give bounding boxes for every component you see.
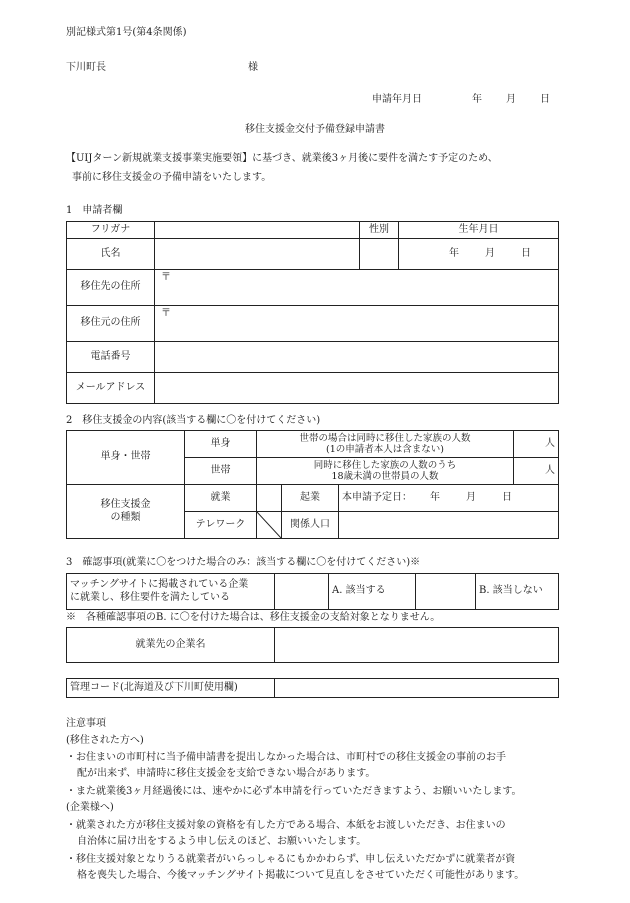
household-persons-field[interactable]: 人	[514, 458, 559, 485]
company-name-field[interactable]	[275, 628, 559, 663]
ineligibility-warning: ※ 各種確認事項のB. に〇を付けた場合は、移住支援金の支給対象となりません。	[66, 612, 441, 623]
question-line-1: マッチングサイトに掲載されている企業	[70, 579, 249, 590]
planned-month-label: 月	[466, 491, 476, 503]
notes-for-companies: (企業様へ)	[66, 802, 114, 813]
single-option[interactable]: 単身	[185, 431, 257, 458]
furigana-field[interactable]	[155, 222, 360, 239]
section3-heading: 3 確認事項(就業に〇をつけた場合のみ：該当する欄に〇を付けてください)※	[66, 557, 421, 568]
gender-field[interactable]	[360, 239, 399, 270]
subsidy-type-label	[67, 485, 185, 539]
intro-line-1: 【UIJターン新規就業支援事業実施要領】に基づき、就業後3ヶ月後に要件を満たす予定のため、	[66, 153, 498, 164]
phone-field[interactable]	[155, 342, 559, 373]
application-date-label: 申請年月日	[372, 94, 422, 105]
recipient-honorific: 様	[248, 62, 258, 73]
form-reference: 別記様式第1号(第4条関係)	[66, 27, 187, 38]
telework-option[interactable]: テレワーク	[185, 512, 257, 539]
planned-year-label: 年	[430, 491, 440, 503]
startup-option[interactable]: 起業	[282, 485, 339, 512]
postal-mark: 〒	[161, 308, 171, 319]
company-name-label: 就業先の企業名	[67, 628, 275, 663]
household-desc-line-2: 18歳未満の世帯員の人数	[331, 471, 439, 482]
section1-heading: 1 申請者欄	[66, 205, 123, 216]
name-field[interactable]	[155, 239, 360, 270]
gender-label: 性別	[360, 222, 399, 239]
name-label: 氏名	[67, 239, 155, 270]
option-a-mark-field[interactable]	[275, 574, 329, 610]
planned-date-label: 本申請予定日：	[342, 491, 412, 503]
household-option[interactable]: 世帯	[185, 458, 257, 485]
related-population-option[interactable]: 関係人口	[282, 512, 339, 539]
household-description	[257, 458, 514, 485]
single-persons-field[interactable]: 人	[514, 431, 559, 458]
migrant-note-2	[66, 784, 573, 800]
option-b-mark-field[interactable]	[416, 574, 476, 610]
company-note-2-line-1: ・移住支援対象となりうる就業者がいらっしゃるにもかかわらず、申し伝えいただかずに就業者が資	[66, 854, 516, 865]
subsidy-type-line-1: 移住支援金	[100, 499, 151, 510]
phone-label: 電話番号	[67, 342, 155, 373]
admin-code-label: 管理コード(北海道及び下川町使用欄)	[67, 679, 275, 698]
subsidy-content-table	[66, 430, 559, 539]
birthdate-field[interactable]	[399, 239, 559, 270]
employment-mark-field[interactable]	[257, 485, 282, 512]
single-household-label: 単身・世帯	[67, 431, 185, 485]
email-label: メールアドレス	[67, 373, 155, 404]
planned-date-field[interactable]	[339, 485, 559, 512]
diagonal-line	[257, 512, 281, 538]
single-desc-line-1: 世帯の場合は同時に移住した家族の人数	[299, 432, 471, 444]
admin-code-field[interactable]	[275, 679, 559, 698]
company-note-1-line-1: ・就業された方が移住支援対象の資格を有した方である場合、本紙をお渡しいただき、お住まいの	[66, 820, 506, 831]
confirmation-table	[66, 573, 559, 610]
notes-heading: 注意事項	[66, 718, 106, 729]
option-b-label: B. 該当しない	[476, 574, 559, 610]
single-description	[257, 431, 514, 458]
employment-option[interactable]: 就業	[185, 485, 257, 512]
new-address-field[interactable]	[155, 270, 559, 306]
section2-heading: 2 移住支援金の内容(該当する欄に〇を付けてください)	[66, 415, 321, 426]
question-line-2: に就業し、移住要件を満たしている	[70, 591, 230, 603]
recipient-name: 下川町長	[66, 62, 106, 73]
subsidy-type-line-2: の種類	[110, 511, 141, 523]
furigana-label: フリガナ	[67, 222, 155, 239]
planned-day-label: 日	[502, 491, 512, 503]
old-address-field[interactable]	[155, 306, 559, 342]
related-population-field[interactable]	[339, 512, 559, 539]
company-note-1-line-2: 自治体に届け出をするよう申し伝えのほど、お願いいたします。	[77, 835, 367, 847]
migrant-note-1-line-1: ・お住まいの市町村に当予備申請書を提出しなかった場合は、市町村での移住支援金の事前のお手	[66, 752, 506, 763]
single-desc-line-2: (1の申請者本人は含まない)	[326, 444, 444, 455]
birthdate-label: 生年月日	[399, 222, 559, 239]
birth-day-label: 日	[521, 247, 531, 259]
telework-disabled-cell	[257, 512, 282, 539]
birth-year-label: 年	[449, 247, 459, 259]
email-field[interactable]	[155, 373, 559, 404]
company-note-2	[66, 852, 573, 883]
migrant-note-1	[66, 750, 573, 781]
company-note-2-line-2: 格を喪失した場合、今後マッチングサイト掲載について見直しをさせていただく可能性があります。	[77, 869, 525, 881]
company-note-1	[66, 818, 573, 849]
matching-site-question	[67, 574, 275, 610]
application-date-year: 年	[472, 94, 482, 105]
applicant-table	[66, 221, 559, 404]
intro-line-2: 事前に移住支援金の予備申請をいたします。	[72, 172, 272, 183]
migrant-note-2-line-1: ・また就業後3ヶ月経過後には、速やかに必ず本申請を行っていただきますよう、お願いいたします。	[66, 786, 522, 797]
migrant-note-1-line-2: 配が出来ず、申請時に移住支援金を支給できない場合があります。	[77, 767, 376, 779]
new-address-label: 移住先の住所	[67, 270, 155, 306]
document-title: 移住支援金交付予備登録申請書	[245, 124, 385, 135]
company-table	[66, 627, 559, 663]
birth-month-label: 月	[485, 247, 495, 259]
admin-code-table	[66, 678, 559, 698]
old-address-label: 移住元の住所	[67, 306, 155, 342]
application-date-month: 月	[506, 94, 516, 105]
household-desc-line-1: 同時に移住した家族の人数のうち	[313, 459, 457, 471]
option-a-label: A. 該当する	[329, 574, 416, 610]
postal-mark: 〒	[161, 272, 171, 283]
application-date-day: 日	[540, 94, 550, 105]
notes-for-migrants: (移住された方へ)	[66, 735, 144, 746]
